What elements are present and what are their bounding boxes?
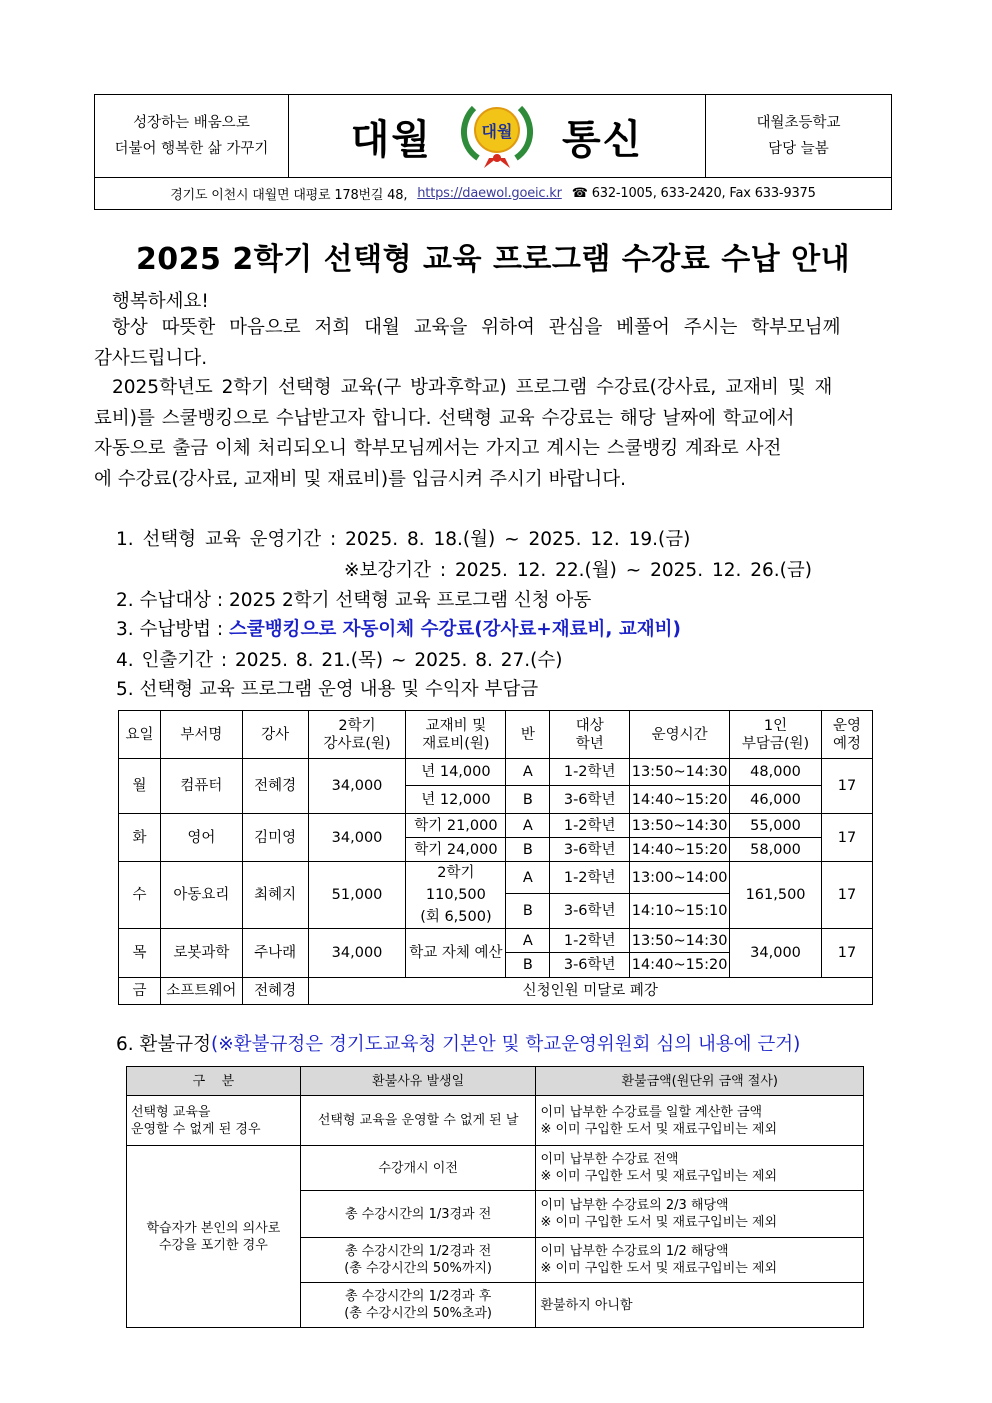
header-fee: 2학기 강사료(원) — [308, 711, 406, 759]
slogan-line-1: 성장하는 배움으로 — [133, 115, 250, 131]
table-row: 수 아동요리 최혜지 51,000 2학기 110,500 (회 6,500) A 1-2학년 13:00~14:00 161,500 17 — [119, 862, 873, 894]
refund-header-row — [127, 1067, 864, 1096]
newsletter-masthead — [289, 95, 705, 177]
table-row: 년 12,000 B 3-6학년 14:40~15:20 46,000 — [119, 786, 873, 814]
header-dept: 부서명 — [160, 711, 242, 759]
school-name: 대월초등학교 — [756, 115, 841, 131]
program-table — [118, 710, 873, 1005]
intro-line-2: 감사드립니다. — [94, 347, 208, 369]
table-row: 목 로봇과학 주나래 34,000 학교 자체 예산 A 1-2학년 13:50~14:30 34,000 17 — [119, 929, 873, 953]
table-row: 학습자가 본인의 의사로 수강을 포기한 경우 수강개시 이전 이미 납부한 수강료 전액 ※ 이미 구입한 도서 및 재료구입비는 제외 — [127, 1146, 864, 1191]
emblem-text: 대월 — [481, 122, 513, 141]
table-row: 총 수강시간의 1/2경과 후 (총 수강시간의 50%초과) 환불하지 아니함 — [127, 1283, 864, 1328]
item-payment-target: 2. 수납대상 : 2025 2학기 선택형 교육 프로그램 신청 아동 — [116, 590, 592, 611]
page-title: 2025 2학기 선택형 교육 프로그램 수강료 수납 안내 — [135, 242, 851, 277]
refund-header-when: 환불사유 발생일 — [300, 1067, 536, 1096]
slogan-line-2: 더불어 행복한 삶 가꾸기 — [114, 141, 269, 157]
table-row: 선택형 교육을 운영할 수 없게 된 경우 선택형 교육을 운영할 수 없게 된 날 이미 납부한 수강료를 일할 계산한 금액 ※ 이미 구입한 도서 및 재료구입비는 제외 — [127, 1096, 864, 1146]
header-class: 반 — [506, 711, 550, 759]
table-row: 총 수강시간의 1/3경과 전 이미 납부한 수강료의 2/3 해당액 ※ 이미 구입한 도서 및 재료구입비는 제외 — [127, 1191, 864, 1238]
payment-method-label: 3. 수납방법 : — [116, 619, 230, 640]
school-slogan — [95, 95, 289, 177]
refund-header-category: 구 분 — [127, 1067, 301, 1096]
header-sessions: 운영 예정 — [822, 711, 873, 759]
item-payment-method — [116, 615, 681, 641]
masthead-title-left: 대월 — [350, 116, 432, 163]
contact-person: 담당 늘봄 — [768, 141, 829, 157]
masthead-title-right: 통신 — [562, 116, 644, 163]
refund-label: 6. 환불규정 — [116, 1034, 212, 1055]
school-website-link[interactable]: https://daewol.goeic.kr — [417, 186, 562, 201]
phone-fax: ☎ 632-1005, 633-2420, Fax 633-9375 — [571, 186, 816, 201]
table-row: B 3-6학년 14:40~15:20 — [119, 953, 873, 978]
item-refund-policy — [116, 1030, 800, 1056]
contact-bar — [95, 177, 891, 209]
notice-line-1: 2025학년도 2학기 선택형 교육(구 방과후학교) 프로그램 수강료(강사료, 교재비 및 재 — [112, 377, 833, 398]
notice-line-2: 료비)를 스쿨뱅킹으로 수납받고자 합니다. 선택형 교육 수강료는 해당 날짜에 학교에서 — [94, 407, 795, 429]
school-info — [705, 95, 891, 177]
header-grade: 대상 학년 — [550, 711, 630, 759]
header-materials: 교재비 및 재료비(원) — [406, 711, 506, 759]
newsletter-header — [94, 94, 892, 210]
item-program-content: 5. 선택형 교육 프로그램 운영 내용 및 수익자 부담금 — [116, 679, 539, 700]
table-row: 화 영어 김미영 34,000 학기 21,000 A 1-2학년 13:50~14:30 55,000 17 — [119, 814, 873, 838]
header-teacher: 강사 — [242, 711, 308, 759]
header-day: 요일 — [119, 711, 161, 759]
refund-note: (※환불규정은 경기도교육청 기본안 및 학교운영위원회 심의 내용에 근거) — [211, 1034, 801, 1055]
item-makeup-period: ※보강기간 : 2025. 12. 22.(월) ~ 2025. 12. 26.(금) — [344, 560, 812, 581]
refund-header-amount: 환불금액(원단위 금액 절사) — [536, 1067, 864, 1096]
school-address: 경기도 이천시 대월면 대평로 178번길 48, — [170, 188, 408, 203]
notice-line-3: 자동으로 출금 이체 처리되오니 학부모님께서는 가지고 계시는 스쿨뱅킹 계좌로 사전 — [94, 438, 782, 459]
greeting: 행복하세요! — [112, 291, 209, 312]
notice-line-4: 에 수강료(강사료, 교재비 및 재료비)를 입금시켜 주시기 바랍니다. — [94, 468, 627, 490]
refund-table — [126, 1066, 864, 1328]
table-row: 총 수강시간의 1/2경과 전 (총 수강시간의 50%까지) 이미 납부한 수강료의 1/2 해당액 ※ 이미 구입한 도서 및 재료구입비는 제외 — [127, 1238, 864, 1283]
school-emblem-icon — [456, 100, 538, 172]
header-time: 운영시간 — [630, 711, 730, 759]
table-row: 학기 24,000 B 3-6학년 14:40~15:20 58,000 — [119, 838, 873, 862]
notice-paragraph — [94, 373, 896, 495]
header-cost: 1인 부담금(원) — [730, 711, 822, 759]
intro-line-1: 항상 따뜻한 마음으로 저희 대월 교육을 위하여 관심을 베풀어 주시는 학부모님께 — [112, 317, 841, 338]
item-operating-period: 1. 선택형 교육 운영기간 : 2025. 8. 18.(월) ~ 2025. 12. 19.(금) — [116, 529, 691, 550]
table-row: 금 소프트웨어 전혜경 신청인원 미달로 폐강 — [119, 978, 873, 1005]
table-row: B 3-6학년 14:10~15:10 — [119, 894, 873, 929]
item-withdrawal-period: 4. 인출기간 : 2025. 8. 21.(목) ~ 2025. 8. 27.(수) — [116, 650, 563, 671]
table-row: 월 컴퓨터 전혜경 34,000 년 14,000 A 1-2학년 13:50~14:30 48,000 17 — [119, 759, 873, 786]
payment-method-value: 스쿨뱅킹으로 자동이체 수강료(강사료+재료비, 교재비) — [229, 619, 681, 640]
table-header-row — [119, 711, 873, 759]
intro-paragraph — [94, 313, 896, 374]
